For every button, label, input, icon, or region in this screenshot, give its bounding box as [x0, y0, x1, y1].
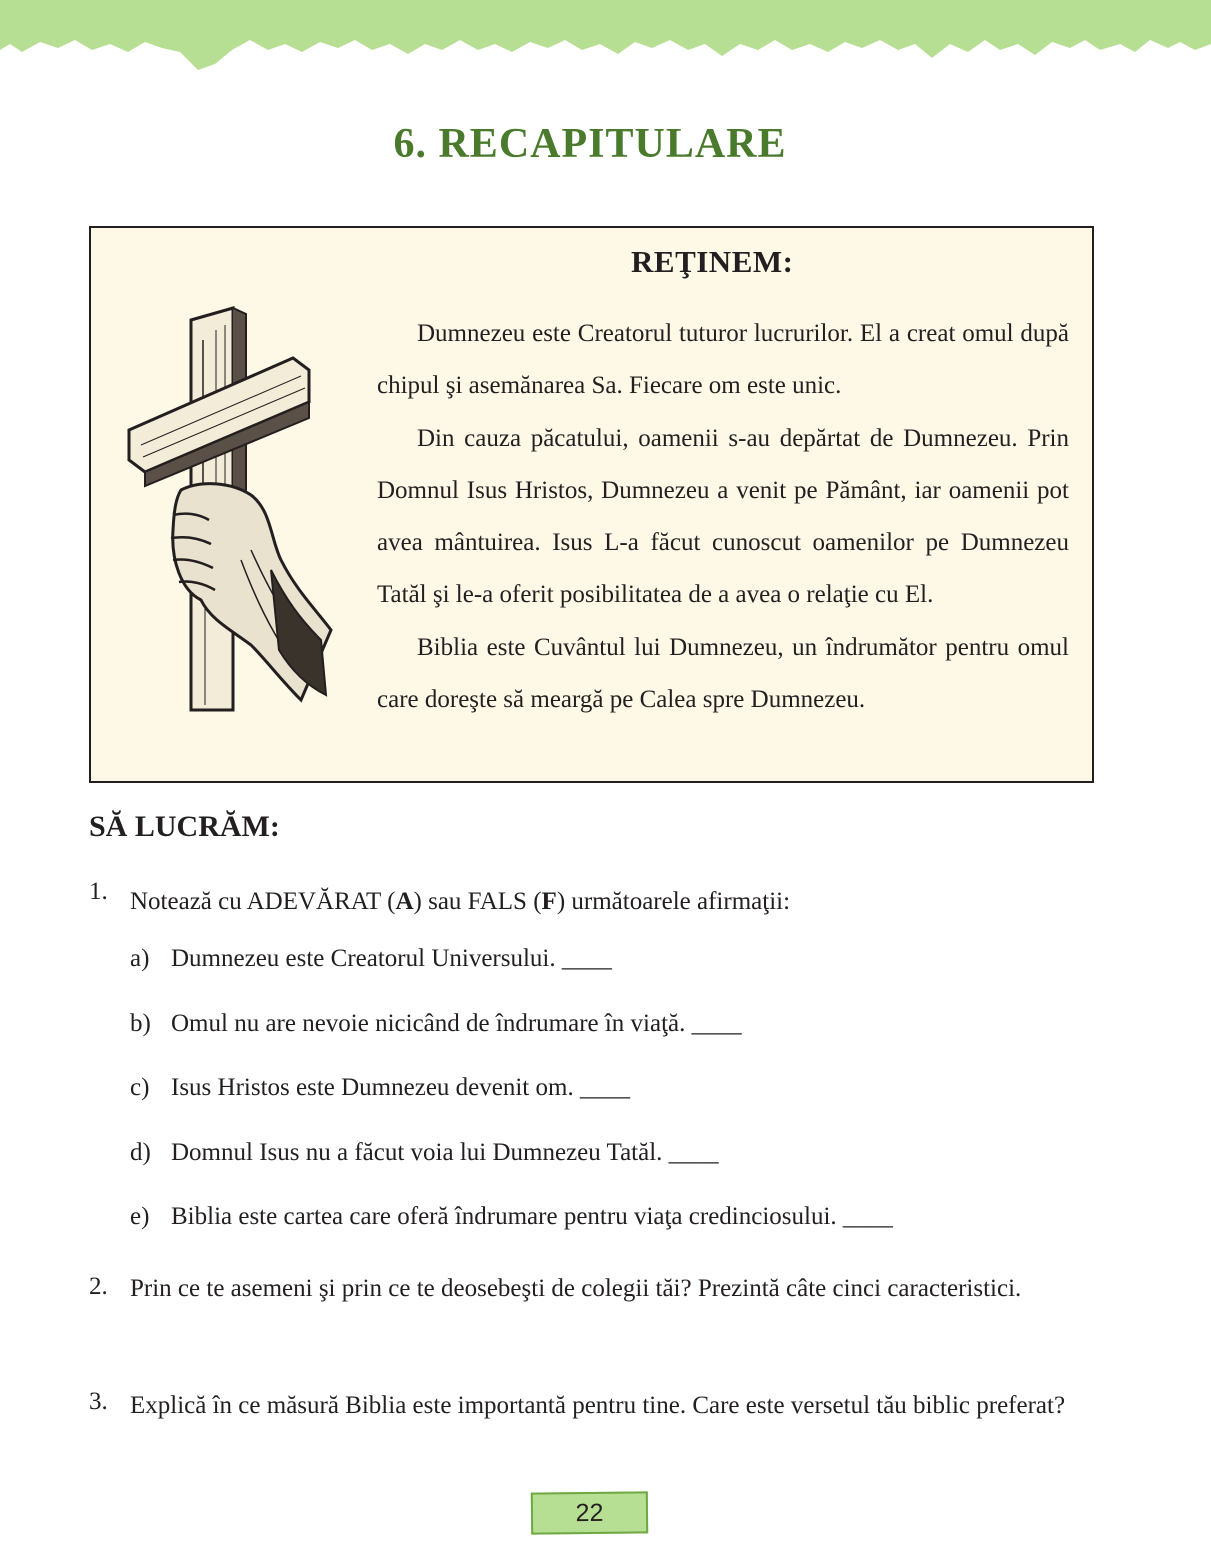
- top-decorative-band: [0, 0, 1211, 80]
- item-label: b): [130, 1010, 151, 1037]
- item-text: Dumnezeu este Creatorul Universului. ____: [171, 945, 612, 972]
- item-label: c): [130, 1074, 150, 1101]
- section-title: SĂ LUCRĂM:: [89, 810, 280, 843]
- statement-item: [130, 1010, 1090, 1038]
- item-label: d): [130, 1139, 151, 1166]
- question-2: [89, 1265, 1091, 1313]
- box-paragraph: Dumnezeu este Creatorul tuturor lucrurilor. El a creat omul după chipul şi asemănarea Sa. Fiecare om este unic.: [377, 320, 1069, 400]
- box-paragraph: Din cauza păcatului, oamenii s-au depărtat de Dumnezeu. Prin Domnul Isus Hristos, Dumnezeu a venit pe Pământ, iar oamenii pot avea mântuirea. Isus L-a făcut cunoscut oamenilor pe Dumnezeu Tatăl şi le-a oferit posibilitatea de a avea o relaţie cu El.: [377, 424, 1069, 609]
- question-text: Notează cu ADEVĂRAT (A) sau FALS (F) următoarele afirmaţii:: [130, 888, 791, 915]
- item-text: Omul nu are nevoie nicicând de îndrumare în viaţă. ____: [171, 1010, 742, 1037]
- item-text: Biblia este cartea care oferă îndrumare pentru viaţa credinciosului. ____: [171, 1203, 893, 1230]
- item-label: a): [130, 945, 150, 972]
- statement-item: [130, 1203, 1090, 1231]
- question-number: 2.: [89, 1273, 108, 1300]
- question-number: 3.: [89, 1388, 108, 1415]
- statement-item: [130, 1139, 1090, 1167]
- question-number: 1.: [89, 878, 108, 905]
- box-text: [377, 308, 1069, 726]
- page-number: 22: [531, 1491, 648, 1534]
- item-text: Domnul Isus nu a făcut voia lui Dumnezeu Tatăl. ____: [171, 1139, 719, 1166]
- question-text: Prin ce te asemeni şi prin ce te deosebeşti de colegii tăi? Prezintă câte cinci caracteristici.: [130, 1275, 1022, 1302]
- question-3: [89, 1380, 1091, 1432]
- box-heading: REŢINEM:: [631, 244, 794, 279]
- item-text: Isus Hristos este Dumnezeu devenit om. ____: [171, 1074, 630, 1101]
- cross-in-hand-illustration: [121, 300, 346, 720]
- question-text: Explică în ce măsură Biblia este importantă pentru tine. Care este versetul tău biblic preferat?: [130, 1392, 1066, 1419]
- item-label: e): [130, 1203, 150, 1230]
- statement-item: [130, 1074, 1090, 1102]
- box-paragraph: Biblia este Cuvântul lui Dumnezeu, un îndrumător pentru omul care doreşte să meargă pe Calea spre Dumnezeu.: [377, 633, 1069, 714]
- statement-item: [130, 945, 1090, 973]
- question-1: [89, 878, 1091, 926]
- retinem-box: [89, 226, 1094, 783]
- page-title: 6. RECAPITULARE: [393, 121, 787, 167]
